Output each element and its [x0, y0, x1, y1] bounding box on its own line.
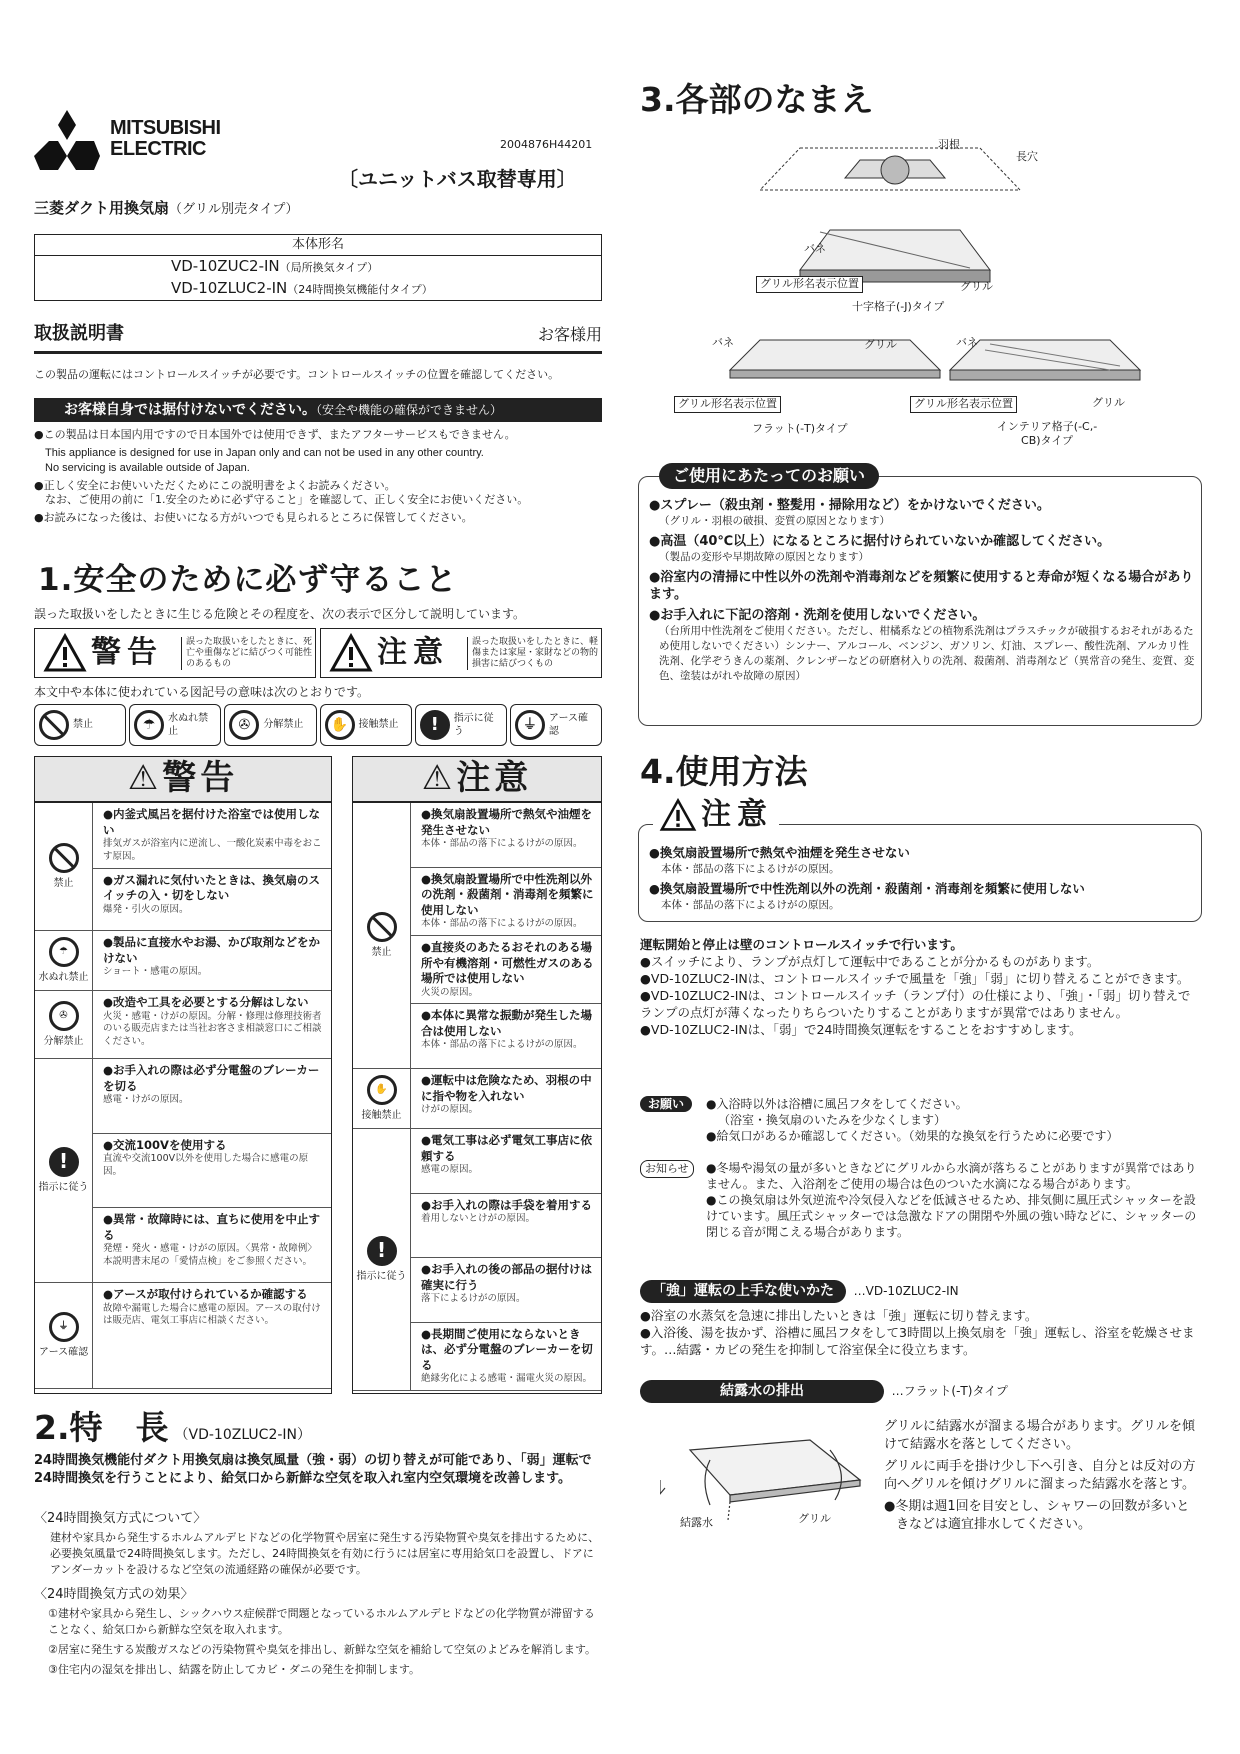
product-subtitle — [34, 198, 299, 219]
group-icon-cell — [353, 1069, 411, 1129]
strong-mode-block — [640, 1280, 1202, 1358]
mitsubishi-logo — [34, 108, 264, 174]
group-items — [93, 931, 331, 991]
request-sub: （浴室・換気扇のいたみを少なくします） — [718, 1113, 947, 1127]
section-2-para-a: 建材や家具から発生するホルムアルデヒドなどの化学物質や居室に発生する汚染物質や臭気を排出するために、必要換気風量で24時間換気します。ただし、24時間換気を有効に行うには居室に専用給気口を設置し、ドアにアンダーカットを設けるなど空気の流通経路の確保が必要です。 — [50, 1531, 600, 1576]
legend-label: アース確認 — [548, 712, 589, 737]
subtitle-main: 三菱ダクト用換気扇 — [34, 199, 170, 217]
label-type-j: 十字格子(-J)タイプ — [852, 300, 945, 313]
parts-diagram — [640, 130, 1200, 450]
label-grill-j: グリル — [960, 280, 993, 293]
usage-item: ●VD-10ZLUC2-INは、「弱」で24時間換気運転をすることをおすすめします。 — [640, 1022, 1082, 1037]
switch-notice: この製品の運転にはコントロールスイッチが必要です。コントロールスイッチの位置を確認してください。 — [34, 368, 560, 381]
legend-no-disassembly — [224, 704, 316, 746]
model-1: VD-10ZUC2-IN — [171, 256, 280, 275]
legend-label: 分解禁止 — [263, 719, 304, 731]
safety-item-text: ●改造や工具を必要とする分解はしない — [103, 995, 309, 1009]
group-icon-label: 水ぬれ禁止 — [38, 971, 89, 983]
safety-item-reason: ショート・感電の原因。 — [103, 966, 208, 978]
model-table — [34, 234, 602, 301]
model-1-note: （局所換気タイプ） — [279, 260, 379, 274]
notice-item: ●冬場や湯気の量が多いときなどにグリルから水滴が落ちることがありますが異常ではありません。また、入浴剤をご使用の場合は色のついた水滴になる場合があります。 — [706, 1161, 1197, 1191]
section-2-subhead-a: 〈24時間換気方式について〉 — [34, 1511, 207, 1526]
safety-item-text: ●長期間ご使用にならないときは、必ず分電盤のブレーカーを切る — [421, 1326, 593, 1372]
safety-item-reason: 火災・感電・けがの原因。分解・修理は修理技術者のいる販売店または当社お客さま相談窓口にご相談ください。 — [103, 1010, 322, 1048]
warning-table-header: ⚠警告 — [35, 757, 331, 803]
safety-item-text: ●異常・故障時には、直ちに使用を中止する — [103, 1212, 321, 1242]
notice-block — [640, 1160, 1202, 1240]
section-2-heading — [34, 1406, 311, 1451]
safety-item-reason: 本体・部品の落下によるけがの原因。 — [421, 1039, 583, 1051]
caution-item: ●換気扇設置場所で熱気や油煙を発生させない — [649, 845, 910, 860]
caution-triangle-icon — [329, 633, 373, 673]
group-icon-cell — [353, 1129, 411, 1391]
label-grill-model-pos-t: グリル形名表示位置 — [674, 396, 781, 413]
safety-item-reason: 着用しないとけがの原因。 — [421, 1213, 536, 1225]
section-2-effects — [48, 1606, 602, 1678]
group-items — [411, 1069, 601, 1129]
safety-item-text: ●直接炎のあたるおそれのある場所や有機溶剤・可燃性ガスのある場所では使用しない — [421, 940, 594, 986]
group-icon-cell — [35, 803, 93, 931]
section-2-lead: 24時間換気機能付ダクト用換気扇は換気風量（強・弱）の切り替えが可能であり、「弱」運転で24時間換気を行うことにより、給気口から新鮮な空気を取入れ室内空気環境を改善します。 — [34, 1453, 592, 1486]
safety-item-text: ●内釜式風呂を据付けた浴室では使用しない — [103, 807, 321, 837]
legend-ground — [510, 704, 602, 746]
label-spring-j: バネ — [804, 242, 826, 255]
note-line: No servicing is available outside of Japan. — [45, 461, 250, 474]
group-items — [93, 991, 331, 1059]
document-number: 2004876H44201 — [500, 138, 593, 151]
notice-tag: お知らせ — [640, 1160, 694, 1178]
model-row-1 — [35, 256, 601, 278]
model-2-note: （24時間換気機能付タイプ） — [287, 282, 433, 296]
group-icon-label: 指示に従う — [38, 1181, 89, 1193]
request-block — [640, 1096, 1202, 1144]
symbol-legend — [34, 704, 602, 746]
safety-item — [411, 1129, 601, 1194]
install-warning-bar — [34, 398, 602, 422]
safety-item — [411, 803, 601, 868]
group-items — [411, 1129, 601, 1391]
drain-block — [640, 1380, 1202, 1403]
safety-item-reason: 落下によるけがの原因。 — [421, 1293, 526, 1305]
request-sub: （グリル・羽根の破損、変質の原因となります） — [659, 515, 890, 527]
group-icon-label: アース確認 — [38, 1346, 89, 1358]
usage-item: ●VD-10ZLUC2-INは、コントロールスイッチで風量を「強」「弱」に切り替えることができます。 — [640, 971, 1190, 986]
label-grill: グリル — [798, 1512, 831, 1525]
legend-label: 接触禁止 — [358, 719, 399, 731]
caution-sub: 本体・部品の落下によるけがの原因。 — [661, 899, 840, 911]
warning-word: 警告 — [91, 634, 163, 670]
effect-item: ①建材や家具から発生し、シックハウス症候群で問題となっているホルムアルデヒドなどの化学物質が滞留することなく、給気口から新鮮な空気を取入れます。 — [48, 1607, 595, 1636]
model-row-2 — [35, 278, 601, 300]
safety-item-reason: 本体・部品の落下によるけがの原因。 — [421, 918, 583, 930]
section-2-subhead-b: 〈24時間換気方式の効果〉 — [34, 1587, 194, 1602]
install-warning-text: お客様自身では据付けないでください。 — [64, 402, 316, 418]
group-symbol-icon: ! — [367, 1236, 397, 1266]
group-items — [93, 1059, 331, 1283]
unit-bath-label: 〔ユニットバス取替専用〕 — [338, 167, 577, 191]
section-1-intro: 誤った取扱いをしたときに生じる危険とその程度を、次の表示で区分して説明しています。 — [34, 607, 526, 621]
request-sub: （製品の変形や早期故障の原因となります） — [659, 551, 869, 563]
model-table-head: 本体形名 — [35, 235, 601, 256]
strong-mode-model: …VD-10ZLUC2-IN — [853, 1284, 959, 1298]
usage-lead: 運転開始と停止は壁のコントロールスイッチで行います。 — [640, 937, 963, 952]
drain-para: ●冬期は週1回を目安とし、シャワーの回数が多いときなどは適宜排水してください。 — [884, 1499, 1190, 1532]
request-item: ●入浴時以外は浴槽に風呂フタをしてください。 — [706, 1097, 968, 1111]
safety-item-text: ●運転中は危険なため、羽根の中に指や物を入れない — [421, 1073, 592, 1103]
caution-legend-box — [320, 628, 602, 678]
drain-title: 結露水の排出 — [640, 1380, 884, 1403]
legend-no-touch — [320, 704, 412, 746]
group-icon-label: 指示に従う — [356, 1270, 407, 1282]
group-icon-cell — [35, 1283, 93, 1389]
safety-item-reason: 感電の原因。 — [421, 1164, 479, 1176]
note-line: ●この製品は日本国内用ですので日本国外では使用できず、またアフターサービスもできません。 — [34, 428, 516, 441]
legend-label: 指示に従う — [453, 712, 494, 737]
section-2-title: 2.特 長 — [34, 1408, 169, 1447]
group-icon-cell — [353, 803, 411, 1069]
safety-item — [93, 1059, 331, 1134]
section-4-title — [640, 750, 808, 795]
safety-item-text: ●本体に異常な振動が発生した場合は使用しない — [421, 1008, 593, 1038]
safety-item-reason: 本体・部品の落下によるけがの原因。 — [421, 838, 583, 850]
drain-figure — [660, 1420, 880, 1540]
customer-label: お客様用 — [537, 325, 602, 344]
safety-item-reason: 発煙・発火・感電・けがの原因。〈異常・故障例〉本説明書末尾の「愛情点検」をご参照ください。 — [103, 1243, 317, 1268]
group-symbol-icon — [49, 843, 79, 873]
safety-item — [411, 936, 601, 1004]
group-icon-label: 禁止 — [53, 877, 74, 889]
safety-item-reason: 直流や交流100V以外を使用した場合に感電の原因。 — [103, 1153, 309, 1177]
legend-label: 禁止 — [73, 719, 93, 731]
safety-item — [93, 869, 331, 931]
caution-word: 注意 — [377, 634, 449, 670]
caution-item: ●換気扇設置場所で中性洗剤以外の洗剤・殺菌剤・消毒剤を頻繁に使用しない — [649, 881, 1085, 896]
drain-type: …フラット(-T)タイプ — [891, 1384, 1008, 1398]
note-line: This appliance is designed for use in Japan only and can not be used in any other country. — [45, 446, 484, 459]
group-symbol-icon: ✋ — [367, 1075, 397, 1105]
section-4-caution-list — [649, 845, 1085, 913]
section-4-caution-box — [638, 797, 1202, 922]
note-line: なお、ご使用の前に「1.安全のために必ず守ること」を確認して、正しく安全にお使いください。 — [45, 493, 529, 507]
request-item: ●スプレー（殺虫剤・整髪用・掃除用など）をかけないでください。 — [649, 498, 1050, 513]
label-spring-t: バネ — [712, 336, 734, 349]
section-4-caution-head — [653, 795, 779, 836]
three-diamonds-icon — [34, 108, 100, 170]
group-items — [411, 803, 601, 1069]
group-symbol-icon: ☂ — [49, 937, 79, 967]
request-item: ●浴室内の清掃に中性以外の洗剤や消毒剤などを頻繁に使用すると寿命が短くなる場合があります。 — [649, 570, 1194, 602]
warning-legend-box — [34, 628, 316, 678]
safety-item-reason: 感電・けがの原因。 — [103, 1094, 189, 1106]
group-symbol-icon: ⏚ — [49, 1312, 79, 1342]
safety-item — [93, 803, 331, 869]
no-disassembly-icon: ✇ — [229, 710, 259, 740]
no-touch-icon: ✋ — [325, 710, 355, 740]
brand-line1: MITSUBISHI — [110, 117, 221, 139]
section-1-title: 1.安全のために必ず守ること — [38, 562, 458, 598]
effect-item: ②居室に発生する炭酸ガスなどの汚染物質や臭気を排出し、新鮮な空気を補給して空気のよどみを解消します。 — [48, 1643, 596, 1656]
drain-para: グリルに結露水が溜まる場合があります。グリルを傾けて結露水を落としてください。 — [884, 1419, 1195, 1452]
label-grill-c: グリル — [1092, 396, 1125, 409]
safety-item-reason: けがの原因。 — [421, 1104, 479, 1116]
safety-item — [411, 1323, 601, 1391]
legend-follow — [415, 704, 507, 746]
group-symbol-icon — [367, 912, 397, 942]
prohibited-icon — [39, 710, 69, 740]
safety-item-text: ●製品に直接水やお湯、かび取剤などをかけない — [103, 935, 321, 965]
safety-item-text: ●ガス漏れに気付いたときは、換気扇のスイッチの入・切をしない — [103, 872, 321, 903]
safety-item — [93, 1283, 331, 1389]
section-4-caution-word: 注意 — [701, 797, 773, 832]
section-4-title-text: 4.使用方法 — [640, 752, 808, 791]
group-icon-cell — [35, 991, 93, 1059]
safety-item-text: ●お手入れの際は手袋を着用する — [421, 1197, 593, 1212]
group-icon-label: 分解禁止 — [43, 1035, 84, 1047]
brand-line2: ELECTRIC — [110, 138, 206, 160]
label-grill-model-pos-c: グリル形名表示位置 — [910, 396, 1017, 413]
safety-item — [93, 991, 331, 1059]
group-items — [93, 803, 331, 931]
usage-requests-title: ご使用にあたってのお願い — [659, 463, 879, 489]
usage-requests-box — [638, 466, 1202, 726]
symbols-intro: 本文中や本体に使われている図記号の意味は次のとおりです。 — [34, 685, 370, 699]
group-symbol-icon: ! — [49, 1147, 79, 1177]
safety-item — [411, 1004, 601, 1069]
drain-para: グリルに両手を掛け少し下へ引き、自分とは反対の方向へグリルを傾けグリルに溜まった結露水を落とす。 — [884, 1459, 1196, 1492]
manual-title: 取扱説明書 — [34, 323, 124, 344]
request-sub: （台所用中性洗剤をご使用ください。ただし、柑橘系などの植物系洗剤はプラスチックが破損するおそれがあるため使用しないでください）シンナー、アルコール、ベンジン、ガソリン、灯油、スプレー、酸性洗剤、アルカリ性洗剤、化学ぞうきんの薬剤、クレンザーなどの研磨材入りの洗剤、殺菌剤、消毒剤など（異常音の発生、変質、変色、塗装はがれや故障の原因） — [659, 625, 1195, 682]
section-2-model: （VD-10ZLUC2-IN） — [174, 1427, 311, 1443]
group-icon-label: 接触禁止 — [361, 1109, 402, 1121]
request-item: ●高温（40℃以上）になるところに据付けられていないか確認してください。 — [649, 534, 1111, 549]
safety-item — [411, 1069, 601, 1129]
safety-item — [93, 1134, 331, 1209]
group-items — [93, 1283, 331, 1389]
label-spring-c: バネ — [956, 336, 978, 349]
legend-no-water — [129, 704, 221, 746]
safety-item-reason: 故障や漏電した場合に感電の原因。アースの取付けは販売店、電気工事店に相談ください。 — [103, 1302, 321, 1327]
usage-instructions — [640, 936, 1202, 1038]
install-warning-note: （安全や機能の確保ができません） — [316, 403, 503, 417]
label-grill-t: グリル — [864, 338, 897, 351]
legend-prohibited — [34, 704, 126, 746]
warning-triangle-icon — [43, 633, 87, 673]
general-notes — [34, 428, 604, 529]
strong-mode-item: ●入浴後、湯を抜かず、浴槽に風呂フタをして3時間以上換気扇を「強」運転し、浴室を乾燥させます。…結露・カビの発生を抑制して浴室保全に役立ちます。 — [640, 1324, 1195, 1357]
warning-table — [34, 756, 332, 1394]
label-blade: 羽根 — [938, 138, 960, 151]
safety-item-text: ●アースが取付けられているか確認する — [103, 1287, 308, 1301]
caution-table-header: ⚠注意 — [353, 757, 601, 803]
ground-icon: ⏚ — [515, 710, 545, 740]
safety-item-reason: 絶縁劣化による感電・漏電火災の原因。 — [421, 1373, 593, 1385]
section-3-title — [640, 78, 874, 123]
caution-sub: 本体・部品の落下によるけがの原因。 — [661, 863, 840, 875]
safety-item-reason: 排気ガスが浴室内に逆流し、一酸化炭素中毒をおこす原因。 — [103, 838, 322, 862]
strong-mode-title: 「強」運転の上手な使いかた — [640, 1280, 846, 1303]
request-item: ●お手入れに下記の溶剤・洗剤を使用しないでください。 — [649, 608, 986, 623]
caution-definition: 誤った取扱いをしたときに、軽傷または家屋・家財などの物的損害に結びつくもの — [467, 637, 599, 670]
request-item: ●給気口があるか確認してください。（効果的な換気を行うために必要です） — [706, 1129, 1119, 1143]
safety-item-reason: 火災の原因。 — [421, 986, 479, 998]
note-line: ●お読みになった後は、お使いになる方がいつでも見られるところに保管してください。 — [34, 511, 473, 525]
safety-item — [411, 868, 601, 936]
safety-item-text: ●お手入れの後の部品の据付けは確実に行う — [421, 1262, 593, 1292]
label-grill-model-pos-j: グリル形名表示位置 — [756, 276, 863, 293]
warning-definition: 誤った取扱いをしたときに、死亡や重傷などに結びつく可能性のあるもの — [181, 637, 313, 670]
notice-item: ●この換気扇は外気逆流や冷気侵入などを低減させるため、排気側に風圧式シャッターを設けています。風圧式シャッターでは急激なドアの開閉や外風の強い時などに、シャッターの閉じる音が聞こえる場合があります。 — [706, 1193, 1197, 1239]
safety-item — [411, 1194, 601, 1259]
safety-item — [93, 931, 331, 991]
no-water-icon: ☂ — [134, 710, 164, 740]
caution-triangle-icon — [659, 798, 697, 832]
group-symbol-icon: ✇ — [49, 1001, 79, 1031]
usage-item: ●VD-10ZLUC2-INは、コントロールスイッチ（ランプ付）の仕様により、「強」・「弱」切り替えでランプの点灯が薄くなったりちらついたりすることがありますが異常ではありません。 — [640, 988, 1191, 1020]
safety-item-text: ●交流100Vを使用する — [103, 1137, 227, 1152]
note-line: ●正しく安全にお使いいただくためにこの説明書をよくお読みください。 — [34, 478, 396, 492]
safety-item — [93, 1208, 331, 1283]
legend-label: 水ぬれ禁止 — [168, 712, 209, 737]
model-2: VD-10ZLUC2-IN — [171, 278, 288, 297]
group-icon-cell — [35, 931, 93, 991]
label-slot: 長穴 — [1016, 150, 1038, 163]
effect-item: ③住宅内の湿気を排出し、結露を防止してカビ・ダニの発生を抑制します。 — [48, 1663, 420, 1676]
label-condensate: 結露水 — [680, 1516, 713, 1529]
follow-instructions-icon: ! — [420, 710, 450, 740]
safety-item-text: ●お手入れの際は必ず分電盤のブレーカーを切る — [103, 1063, 320, 1093]
group-icon-label: 禁止 — [371, 946, 392, 958]
safety-item-text: ●換気扇設置場所で中性洗剤以外の洗剤・殺菌剤・消毒剤を頻繁に使用しない — [421, 871, 594, 917]
section-3-title-text: 3.各部のなまえ — [640, 80, 874, 119]
strong-mode-item: ●浴室の水蒸気を急速に排出したいときは「強」運転に切り替えます。 — [640, 1307, 1038, 1323]
label-type-t: フラット(-T)タイプ — [752, 422, 848, 435]
usage-item: ●スイッチにより、ランプが点灯して運転中であることが分かるものがあります。 — [640, 954, 1100, 969]
subtitle-note: （グリル別売タイプ） — [169, 202, 299, 217]
label-type-c: インテリア格子(-C,-CB)タイプ — [996, 420, 1098, 447]
request-tag: お願い — [640, 1096, 692, 1112]
group-icon-cell — [35, 1059, 93, 1283]
safety-item — [411, 1258, 601, 1323]
safety-item-text: ●換気扇設置場所で熱気や油煙を発生させない — [421, 807, 593, 837]
drain-text — [884, 1418, 1202, 1534]
caution-table — [352, 756, 602, 1394]
safety-item-reason: 爆発・引火の原因。 — [103, 903, 189, 915]
safety-item-text: ●電気工事は必ず電気工事店に依頼する — [421, 1133, 593, 1163]
manual-title-bar — [34, 320, 602, 354]
